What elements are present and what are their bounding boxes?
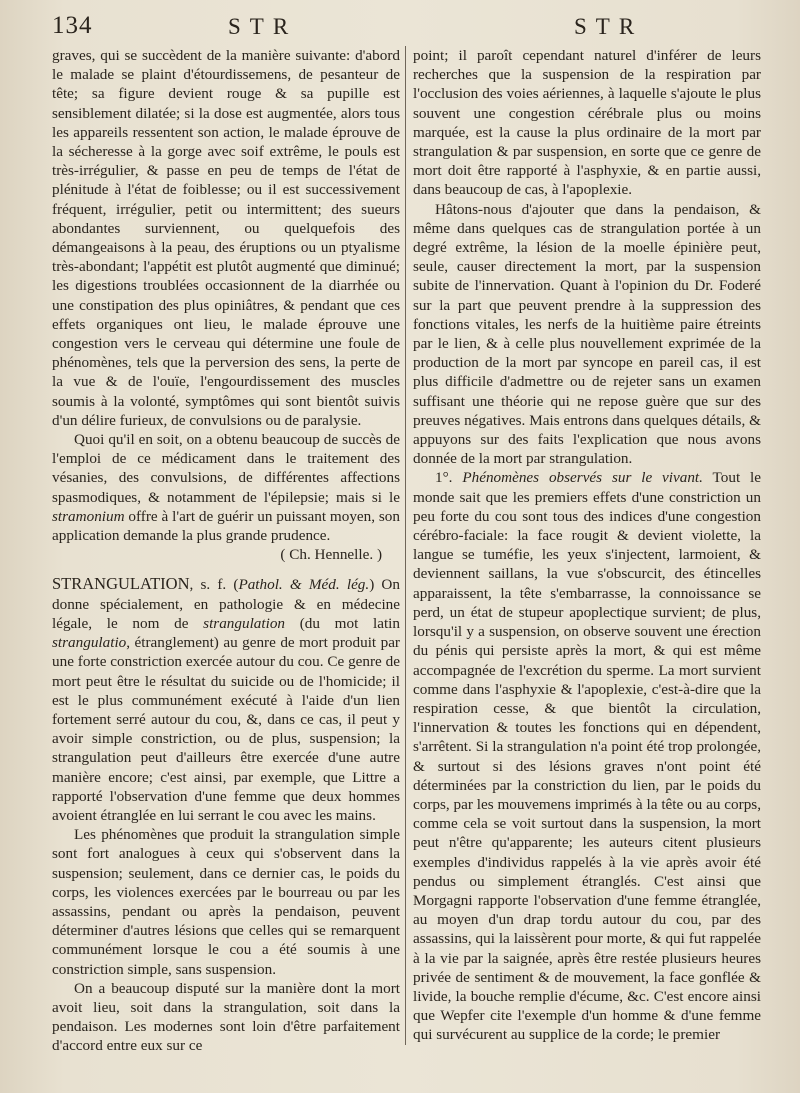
page-header [52,10,760,42]
text-run: Tout le monde sait que les premiers effets d'une constriction un peu forte du cou sont tous des indices d'une congestion cérébro-faciale: la face rougit & devient violette, la langue se tuméfie, les yeux s'injectent, larmoient, & deviennent saillans, la vue s'obscurcit, des étincelles apparaissent, la tête s'embarrasse, la connoissance se perd, un état de stupeur apoplectique survient; de plus, lorsqu'il y a suspension, on observe souvent une érection du pénis qui persiste après la mort, & qui est même accompagnée de l'excrétion du sperme. La mort survient comme dans l'asphyxie & l'apoplexie, c'est-à-dire que la respiration cesse, & que bientôt la circulation, l'innervation & toutes les fonctions qui en dépendent, s'arrêtent. Si la strangulation n'a point été trop prolongée, & surtout si des lésions graves n'ont point été déterminées par la constriction du lien, par le poids du corps, par les mouvemens imprimés à la tête ou au corps, comme cela se voit surtout dans la suspension, la mort peut n'être qu'apparente; les auteurs citent plusieurs exemples d'individus rappelés à la vie après avoir été pendus ou simplement étranglés. C'est ainsi que Morgagni rapporte l'observation d'une femme étranglée, au moyen d'un drap tordu autour du cou, par des assassins, qui la laissèrent pour morte, & qui fut rappelée à la vie par la saignée, après être restée plusieurs heures privée de sentiment & de mouvement, la face gonflée & livide, la bouche remplie d'écume, &c. C'est encore ainsi que Wepfer cite l'exemple d'un homme & d'une femme qui survécurent au supplice de la corde; le premier [413,469,761,1044]
text-run: Quoi qu'il en soit, on a obtenu beaucoup de succès de l'emploi de ce médicament dans le traitement des vésanies, des convulsions, de différentes affections spasmodiques, & notamment de l'épilepsie; mais si le [52,431,400,506]
paragraph: On a beaucoup disputé sur la manière dont la mort avoit lieu, soit dans la strangulation, soit dans la pendaison. Les modernes sont loin d'être parfaitement d'accord entre eux sur ce [52,979,400,1055]
entry-gender: , s. f. ( [189,576,239,594]
paragraph: point; il paroît cependant naturel d'inférer de leurs recherches que la suspension de la respiration par l'occlusion des voies aériennes, à laquelle s'ajoute le plus souvent une congestion cérébrale plus ou moins marquée, est la cause la plus ordinaire de la mort par strangulation & par suspension, en sorte que ce genre de mort doit être rapporté à l'asphyxie, & en partie aussi, dans beaucoup de cas, à l'apoplexie. [413,47,761,199]
italic-term: stramonium [52,507,125,525]
entry-headword: STRANGULATION [52,574,190,594]
section-number: 1°. [435,469,463,487]
italic-term: strangulation [203,614,286,632]
text-run: , étranglement) au genre de mort produit par une forte constriction exercée autour du cou. Ce genre de mort peut être le résultat du suicide ou de l'homicide; il est le plus communément exécuté à l'aide d'un lien fortement serré autour du cou, &, dans ce cas, il peut y avoir simple constriction, ou de plus, suspension; la strangulation peut d'ailleurs être exercée d'une autre manière encore; c'est ainsi, par exemple, que Littre a rapporté l'observation d'une femme que deux hommes avoient étranglée en lui serrant le cou avec les mains. [52,634,400,824]
section-heading: Phénomènes observés sur le vivant. [462,469,703,487]
entry-domains: Pathol. & Méd. lég. [238,576,370,594]
paragraph: Les phénomènes que produit la strangulation simple sont fort analogues à ceux qui s'observent dans la suspension; seulement, dans ce dernier cas, le poids du corps, les violences exercées par le bourreau ou par les assassins, pendant ou après la pendaison, peuvent déterminer d'autres lésions que celles qui se remarquent communément lorsque le cou a été soumis à une constriction simple, sans suspension. [52,826,400,978]
running-head-left: STR [228,14,298,39]
paragraph: graves, qui se succèdent de la manière suivante: d'abord le malade se plaint d'étourdissemens, de pesanteur de tête; sa figure devient rouge & sa pupille est sensiblement dilatée; si la dose est augmentée, alors tous les appareils ressentent son action, le malade éprouve de la sécheresse à la gorge avec soif extrême, le pouls est très-irrégulier, & passe en peu de temps de l'état de plénitude à l'état de foiblesse; ou il est successivement fréquent, irrégulier, petit ou intermittent; des sueurs abondantes surviennent, ou quelquefois des démangeaisons à la peau, des éruptions ou un ptyalisme très-abondant; l'appétit est plutôt augmenté que diminué; les digestions troublées occasionnent de la diarrhée ou une constipation des plus opiniâtres, & pendant que ces effets organiques ont lieu, le malade éprouve une congestion vers le cerveau qui détermine une foule de phénomènes, tels que la perversion des sens, la perte de la vue & de l'ouïe, l'engourdissement des muscles soumis à la volonté, symptômes qui sont bientôt suivis d'un délire furieux, de convulsions ou de paralysie. [52,47,400,429]
paragraph [52,430,400,545]
running-head-right: STR [574,14,644,39]
column-divider [405,46,406,1045]
entry-strangulation [52,574,400,825]
italic-term: strangulatio [52,634,127,652]
author-signature: ( Ch. Hennelle. ) [280,546,382,564]
text-run: ) On donne spécialement, en pathologie & en médecine légale, le nom de [52,576,400,632]
page-number: 134 [52,12,93,39]
left-column [52,46,400,1056]
right-column [413,46,761,1045]
paragraph [413,468,761,1044]
text-run: (du mot latin [285,614,400,632]
text-run: offre à l'art de guérir un puissant moyen, son application demande la plus grande prudence. [52,507,400,545]
paragraph: Hâtons-nous d'ajouter que dans la pendaison, & même dans quelques cas de strangulation portée à un degré extrême, la lésion de la moelle épinière peut, seule, causer directement la mort, par la suspension subite de l'innervation. Quant à l'opinion du Dr. Foderé sur la part que peuvent prendre à la suppression des fonctions vitales, les nerfs de la huitième paire étreints par le lien, & à celle plus nouvellement exprimée de la production de la mort par syncope en pareil cas, il est plus difficile d'admettre ou de rejeter sans un examen suffisant une théorie qui ne repose guère que sur des preuves négatives. Mais entrons dans quelques détails, & appuyons sur des faits l'explication que nous avons donnée de la mort par strangulation. [413,200,761,468]
